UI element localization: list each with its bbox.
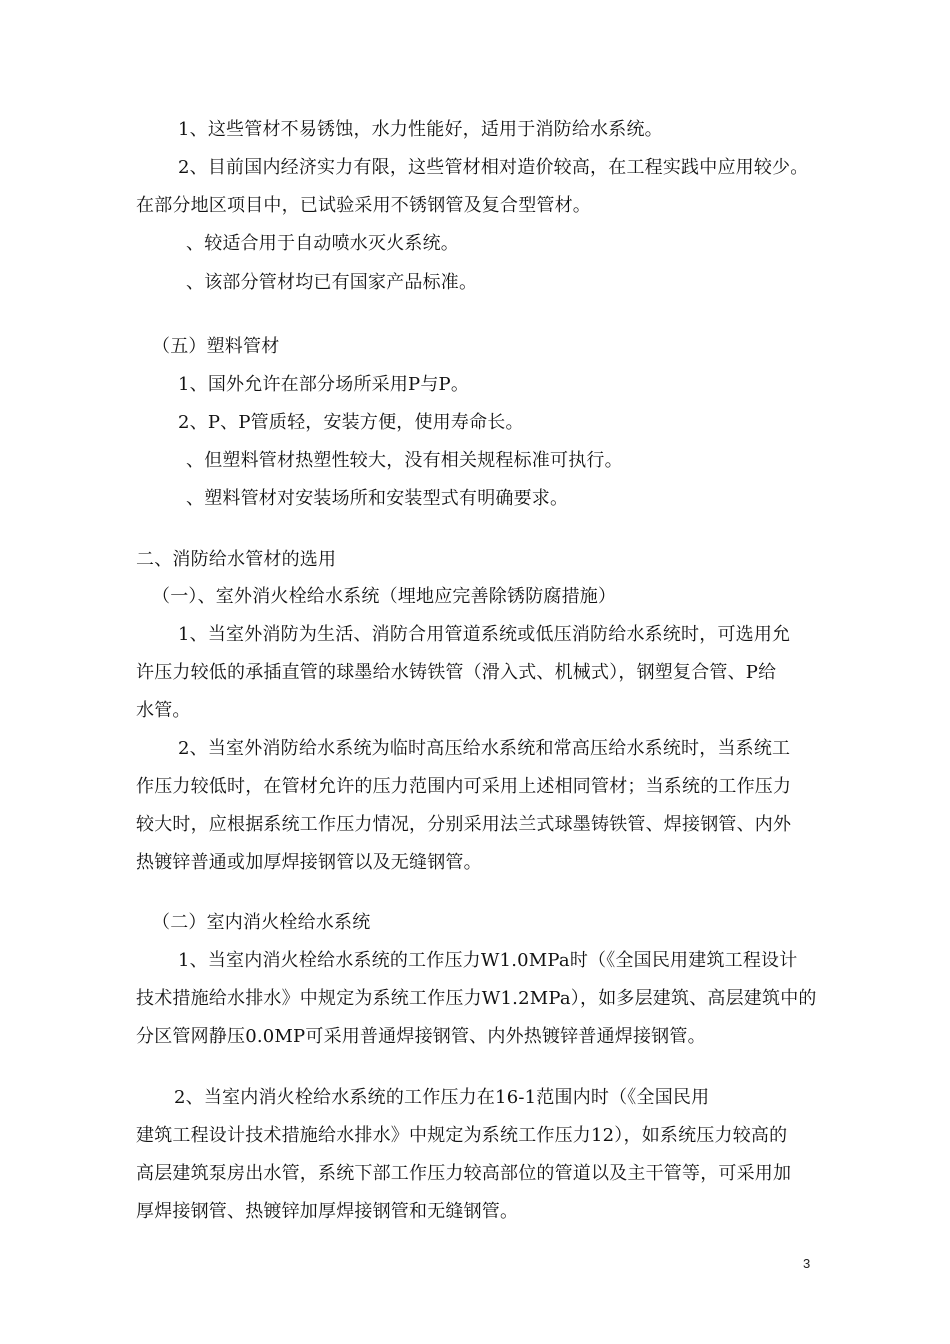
text-line: 较大时，应根据系统工作压力情况，分别采用法兰式球墨铸铁管、焊接钢管、内外	[136, 814, 792, 835]
text-line: 作压力较低时，在管材允许的压力范围内可采用上述相同管材；当系统的工作压力	[136, 776, 792, 797]
text-line: 1、国外允许在部分场所采用P与P。	[178, 374, 470, 395]
text-line: 水管。	[136, 700, 191, 721]
page-number: 3	[803, 1256, 811, 1271]
text-line: 、该部分管材均已有国家产品标准。	[186, 272, 478, 293]
text-line: 1、当室内消火栓给水系统的工作压力W1.0MPa时（《全国民用建筑工程设计	[178, 950, 798, 971]
text-line: 厚焊接钢管、热镀锌加厚焊接钢管和无缝钢管。	[136, 1201, 519, 1222]
text-line: 、塑料管材对安装场所和安装型式有明确要求。	[186, 488, 569, 509]
text-line: 分区管网静压0.0MP可采用普通焊接钢管、内外热镀锌普通焊接钢管。	[136, 1026, 706, 1047]
text-line: 高层建筑泵房出水管，系统下部工作压力较高部位的管道以及主干管等，可采用加	[136, 1163, 792, 1184]
text-line: 技术措施给水排水》中规定为系统工作压力W1.2MPa），如多层建筑、高层建筑中的	[136, 988, 817, 1009]
text-line: 许压力较低的承插直管的球墨给水铸铁管（滑入式、机械式），钢塑复合管、P给	[136, 662, 777, 683]
text-line: 2、当室内消火栓给水系统的工作压力在16-1范围内时（《全国民用	[174, 1087, 710, 1108]
text-line: 建筑工程设计技术措施给水排水》中规定为系统工作压力12），如系统压力较高的	[136, 1125, 788, 1146]
section-heading: 二、消防给水管材的选用	[136, 549, 337, 570]
text-line: 2、目前国内经济实力有限，这些管材相对造价较高，在工程实践中应用较少。	[178, 157, 809, 178]
subsection-heading: （二）室内消火栓给水系统	[152, 912, 371, 933]
text-line: 1、这些管材不易锈蚀，水力性能好，适用于消防给水系统。	[178, 119, 663, 140]
text-line: 1、当室外消防为生活、消防合用管道系统或低压消防给水系统时，可选用允	[178, 624, 791, 645]
text-line: 、但塑料管材热塑性较大，没有相关规程标准可执行。	[186, 450, 623, 471]
section-heading: （五）塑料管材	[152, 336, 280, 357]
text-line: 2、P、P管质轻，安装方便，使用寿命长。	[178, 412, 524, 433]
text-line: 、较适合用于自动喷水灭火系统。	[186, 233, 459, 254]
subsection-heading: （一）、室外消火栓给水系统（埋地应完善除锈防腐措施）	[152, 586, 617, 607]
text-line: 在部分地区项目中，已试验采用不锈钢管及复合型管材。	[136, 195, 591, 216]
text-line: 热镀锌普通或加厚焊接钢管以及无缝钢管。	[136, 852, 482, 873]
text-line: 2、当室外消防给水系统为临时高压给水系统和常高压给水系统时，当系统工	[178, 738, 791, 759]
